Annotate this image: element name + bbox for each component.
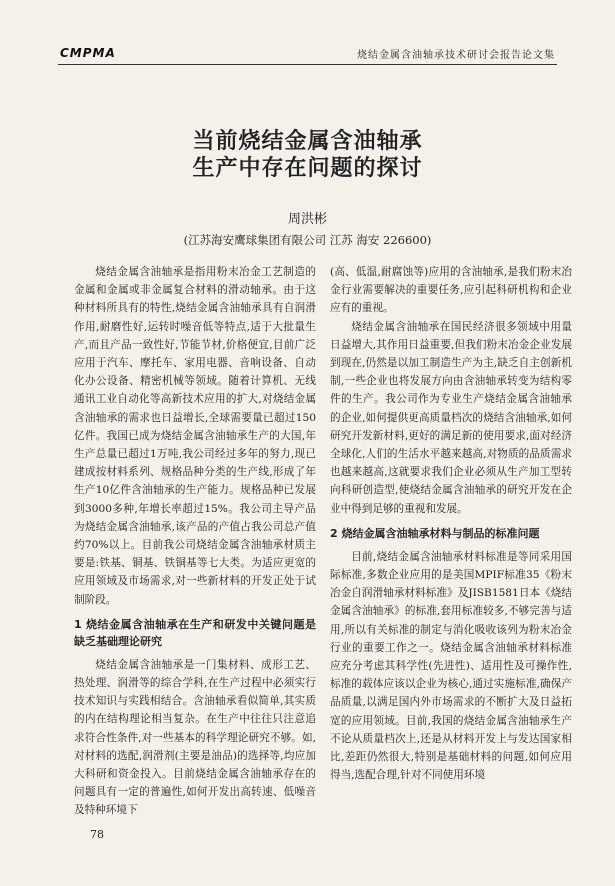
continued-paragraph: (高、低温,耐腐蚀等)应用的含油轴承,是我们粉末冶金行业需要解决的重要任务,应引起科研机构和企业应有的重视。 [330,266,572,315]
section-1-paragraph: 烧结金属含油轴承是一门集材料、成形工艺、热处理、润滑等的综合学科,在生产过程中必须实行技术知识与实践相结合。含油轴承看似简单,其实质的内在结构理论相当复杂。在生产中往往只注意追求符合性条件,对一些基本的科学理论研究不够。如,对材料的选配,润滑剂(主要是油品)的选择等,均应加大科研和资金投入。目前烧结金属含油轴承存在的问题具有一定的普遍性,如何开发出高转速、低噪音及特种环境下 [74,658,316,817]
author-affiliation: (江苏海安鹰球集团有限公司 江苏 海安 226600) [183,233,432,247]
page-header [0,0,615,70]
title-line-2: 生产中存在问题的探讨 [192,156,423,181]
section-1-paragraph-2: 烧结金属含油轴承在国民经济很多领域中用量日益增大,其作用日益重要,但我们粉末冶金企业发展到现在,仍然是以加工制造生产为主,缺乏自主创新机制,一些企业也将发展方向由含油轴承转变为结构零件的生产。我公司作为专业生产烧结金属含油轴承的企业,如何提供更高质量档次的烧结含油轴承,如何研究开发新材料,更好的满足新的使用要求,面对经济全球化,人们的生活水平越来越高,对物质的品质需求也越来越高,这就要求我们企业必须从生产加工型转向科研创造型,使烧结金属含油轴承的研究开发在企业中得到足够的重视和发展。 [330,320,572,515]
section-heading-2: 2 烧结金属含油轴承材料与制品的标准问题 [330,526,540,540]
section-heading-1: 1 烧结金属含油轴承在生产和研发中关键问题是缺乏基础理论研究 [74,617,316,648]
cmpma-logo: CMPMA [60,46,116,60]
page-number: 78 [90,828,104,841]
intro-paragraph: 烧结金属含油轴承是指用粉末冶金工艺制造的金属和金属或非金属复合材料的滑动轴承。由于这种材料所具有的特性,烧结金属含油轴承具有自润滑作用,耐磨性好,运转时噪音低等特点,适于大批量生产,而且产品一致性好,节能节材,价格便宜,目前广泛应用于汽车、摩托车、家用电器、音响设备、自动化办公设备、精密机械等领域。随着计算机、无线通讯工业自动化等高新技术应用的扩大,对烧结金属含油轴承的需求也日益增长,全球需要量已超过150亿件。我国已成为烧结金属含油轴承生产的大国,年生产总量已超过1万吨,我公司经过多年的努力,现已建成按材料系列、规格品种分类的生产线,形成了年生产10亿件含油轴承的生产能力。规格品种已发展到3000多种,年增长率超过15%。我公司主导产品为烧结金属含油轴承,该产品的产值占我公司总产值约70%以上。目前我公司烧结金属含油轴承材质主要是:铁基、铜基、铁铜基等七大类。为适应更宽的应用领域及市场需求,对一些新材料的开发正处于试制阶段。 [74,266,316,606]
left-column [74,263,316,820]
right-column [330,263,572,784]
running-title: 烧结金属含油轴承技术研讨会报告论文集 [357,50,555,61]
title-line-1: 当前烧结金属含油轴承 [192,129,423,154]
article-title [0,128,615,182]
section-2-paragraph: 目前,烧结金属含油轴承材料标准是等同采用国际标准,多数企业应用的是美国MPIF标准35《粉末冶金自润滑轴承材料标准》及JISB1581日本《烧结金属含油轴承》的标准,套用标准较多,不够完善与适用,所以有关标准的制定与消化吸收该列为粉末冶金行业的重要工作之一。烧结金属含油轴承材料标准应充分考虑其科学性(先进性)、适用性及可操作性,标准的载体应该以企业为核心,通过实施标准,确保产品质量,以满足国内外市场需求的不断扩大及日益拓宽的应用领域。目前,我国的烧结金属含油轴承生产不论从质量档次上,还是从材料开发上与发达国家相比,差距仍然很大,特别是基础材料的问题,如何应用得当,选配合理,针对不同使用环境 [330,550,572,782]
author-name: 周洪彬 [287,212,327,227]
header-rule [58,64,557,65]
